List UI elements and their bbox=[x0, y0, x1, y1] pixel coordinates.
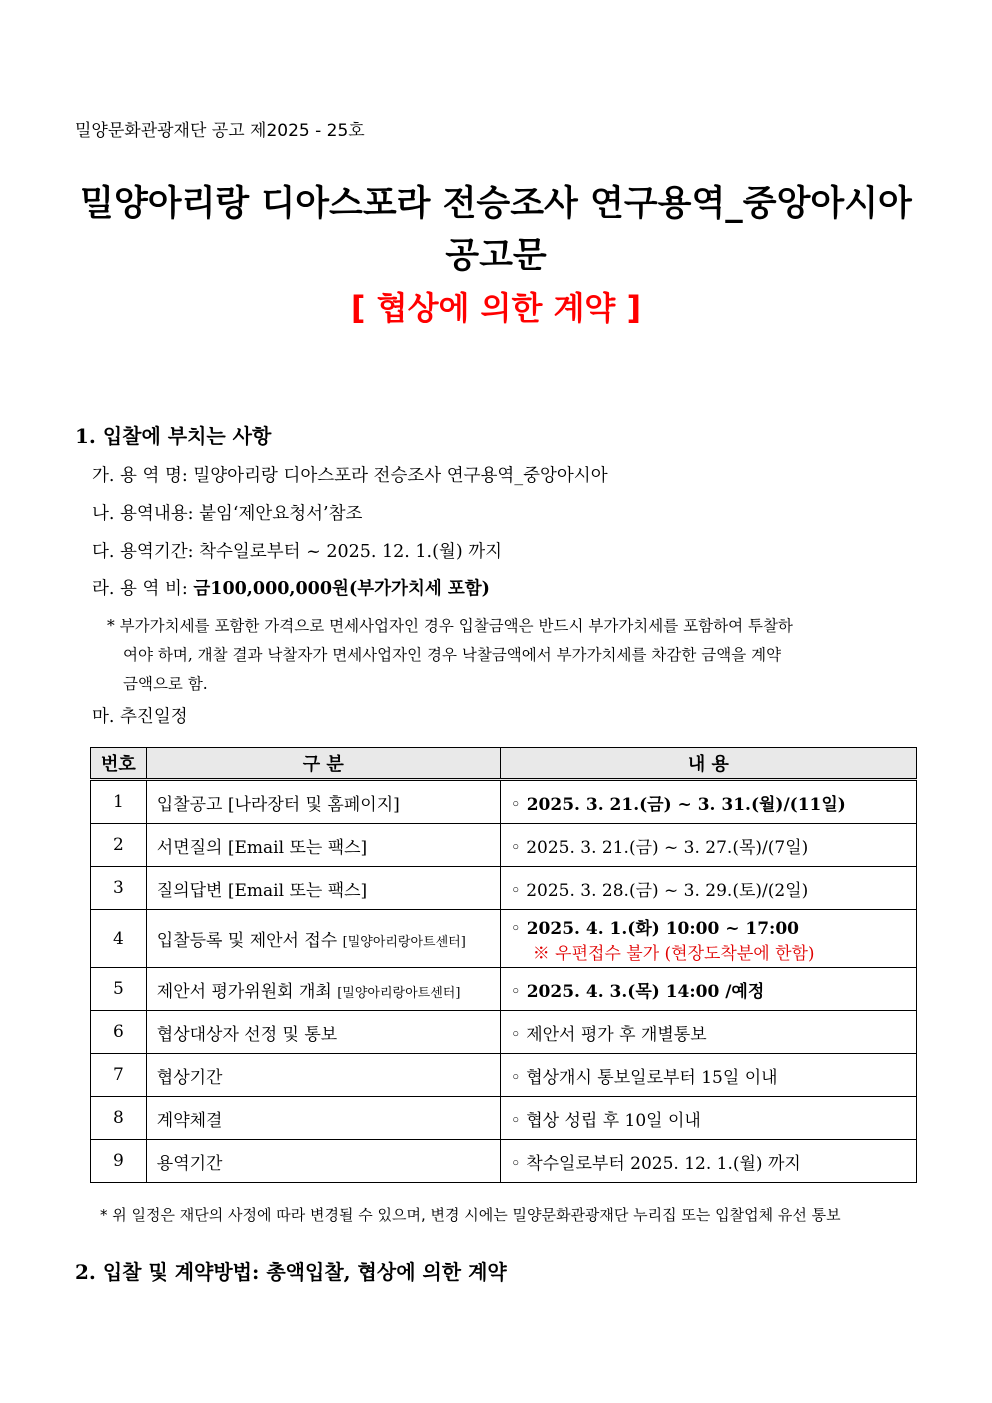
row-content-text: ◦ 2025. 4. 1.(화) 10:00 ~ 17:00 bbox=[510, 918, 799, 939]
row-number: 4 bbox=[91, 910, 147, 968]
table-row bbox=[91, 867, 917, 910]
row-category bbox=[146, 968, 500, 1011]
table-row bbox=[91, 1097, 917, 1140]
row-category: 협상기간 bbox=[146, 1054, 500, 1097]
vat-note-line: 여야 하며, 개찰 결과 낙찰자가 면세사업자인 경우 낙찰금액에서 부가가치세를 차감한 금액을 계약 bbox=[123, 646, 782, 664]
item-value: 금100,000,000원(부가가치세 포함) bbox=[193, 579, 490, 599]
row-category-location: [밀양아리랑아트센터] bbox=[342, 935, 466, 950]
row-category-text: 입찰등록 및 제안서 접수 bbox=[156, 931, 338, 951]
header-content: 내 용 bbox=[500, 748, 916, 780]
table-row bbox=[91, 910, 917, 968]
row-content: ◦ 제안서 평가 후 개별통보 bbox=[500, 1011, 916, 1054]
section2-heading: 2. 입찰 및 계약방법: 총액입찰, 협상에 의한 계약 bbox=[75, 1260, 507, 1284]
item-label: 라. 용 역 비: bbox=[92, 579, 188, 599]
item-service-cost bbox=[92, 575, 490, 600]
row-content bbox=[500, 910, 916, 968]
row-number: 6 bbox=[91, 1011, 147, 1054]
row-content-text: ◦ 2025. 3. 21.(금) ~ 3. 31.(월)/(11일) bbox=[510, 794, 846, 815]
notice-number: 밀양문화관광재단 공고 제2025 - 25호 bbox=[75, 121, 365, 141]
row-number: 7 bbox=[91, 1054, 147, 1097]
schedule-label: 마. 추진일정 bbox=[92, 707, 188, 727]
item-label: 나. 용역내용: bbox=[92, 504, 194, 524]
item-service-content bbox=[92, 500, 362, 525]
vat-note bbox=[107, 612, 922, 699]
row-category: 협상대상자 선정 및 통보 bbox=[146, 1011, 500, 1054]
row-content bbox=[500, 780, 916, 824]
header-number: 번호 bbox=[91, 748, 147, 780]
table-row bbox=[91, 780, 917, 824]
row-category: 서면질의 [Email 또는 팩스] bbox=[146, 824, 500, 867]
vat-note-line: 금액으로 함. bbox=[123, 675, 208, 693]
row-content-text: ◦ 2025. 4. 3.(목) 14:00 /예정 bbox=[510, 981, 765, 1002]
row-category: 입찰공고 [나라장터 및 홈페이지] bbox=[146, 780, 500, 824]
item-value: 밀양아리랑 디아스포라 전승조사 연구용역_중앙아시아 bbox=[193, 466, 608, 486]
row-number: 1 bbox=[91, 780, 147, 824]
row-content-note: ※ 우편접수 불가 (현장도착분에 한함) bbox=[532, 943, 815, 964]
row-category-location: [밀양아리랑아트센터] bbox=[337, 985, 461, 1001]
row-category bbox=[146, 910, 500, 968]
item-value: 착수일로부터 ~ 2025. 12. 1.(월) 까지 bbox=[199, 542, 503, 562]
table-row bbox=[91, 1054, 917, 1097]
row-number: 2 bbox=[91, 824, 147, 867]
row-content: ◦ 2025. 3. 28.(금) ~ 3. 29.(토)/(2일) bbox=[500, 867, 916, 910]
row-content: ◦ 협상 성립 후 10일 이내 bbox=[500, 1097, 916, 1140]
table-row bbox=[91, 1011, 917, 1054]
item-label: 다. 용역기간: bbox=[92, 542, 194, 562]
schedule-footnote: * 위 일정은 재단의 사정에 따라 변경될 수 있으며, 변경 시에는 밀양문화관광재단 누리집 또는 입찰업체 유선 통보 bbox=[100, 1206, 841, 1224]
item-service-name bbox=[92, 462, 608, 487]
row-category: 용역기간 bbox=[146, 1140, 500, 1183]
contract-type-title: [ 협상에 의한 계약 ] bbox=[350, 289, 642, 327]
row-number: 9 bbox=[91, 1140, 147, 1183]
item-label: 가. 용 역 명: bbox=[92, 466, 188, 486]
row-category: 질의답변 [Email 또는 팩스] bbox=[146, 867, 500, 910]
row-content: ◦ 2025. 3. 21.(금) ~ 3. 27.(목)/(7일) bbox=[500, 824, 916, 867]
row-content: ◦ 착수일로부터 2025. 12. 1.(월) 까지 bbox=[500, 1140, 916, 1183]
vat-note-line: * 부가가치세를 포함한 가격으로 면세사업자인 경우 입찰금액은 반드시 부가가치세를 포함하여 투찰하 bbox=[107, 617, 793, 635]
schedule-table bbox=[90, 747, 917, 1183]
row-category: 계약체결 bbox=[146, 1097, 500, 1140]
row-category-text: 제안서 평가위원회 개최 bbox=[156, 981, 332, 1002]
table-row bbox=[91, 824, 917, 867]
item-value: 붙임‘제안요청서’참조 bbox=[199, 504, 363, 524]
document-subtitle: 공고문 bbox=[445, 236, 547, 276]
row-content: ◦ 협상개시 통보일로부터 15일 이내 bbox=[500, 1054, 916, 1097]
row-content bbox=[500, 968, 916, 1011]
table-row bbox=[91, 968, 917, 1011]
document-title: 밀양아리랑 디아스포라 전승조사 연구용역_중앙아시아 bbox=[80, 184, 912, 224]
row-number: 3 bbox=[91, 867, 147, 910]
item-service-period bbox=[92, 538, 502, 563]
row-number: 5 bbox=[91, 968, 147, 1011]
header-category: 구 분 bbox=[146, 748, 500, 780]
section1-heading: 1. 입찰에 부치는 사항 bbox=[75, 424, 272, 448]
table-row bbox=[91, 1140, 917, 1183]
row-number: 8 bbox=[91, 1097, 147, 1140]
table-header-row bbox=[91, 748, 917, 780]
